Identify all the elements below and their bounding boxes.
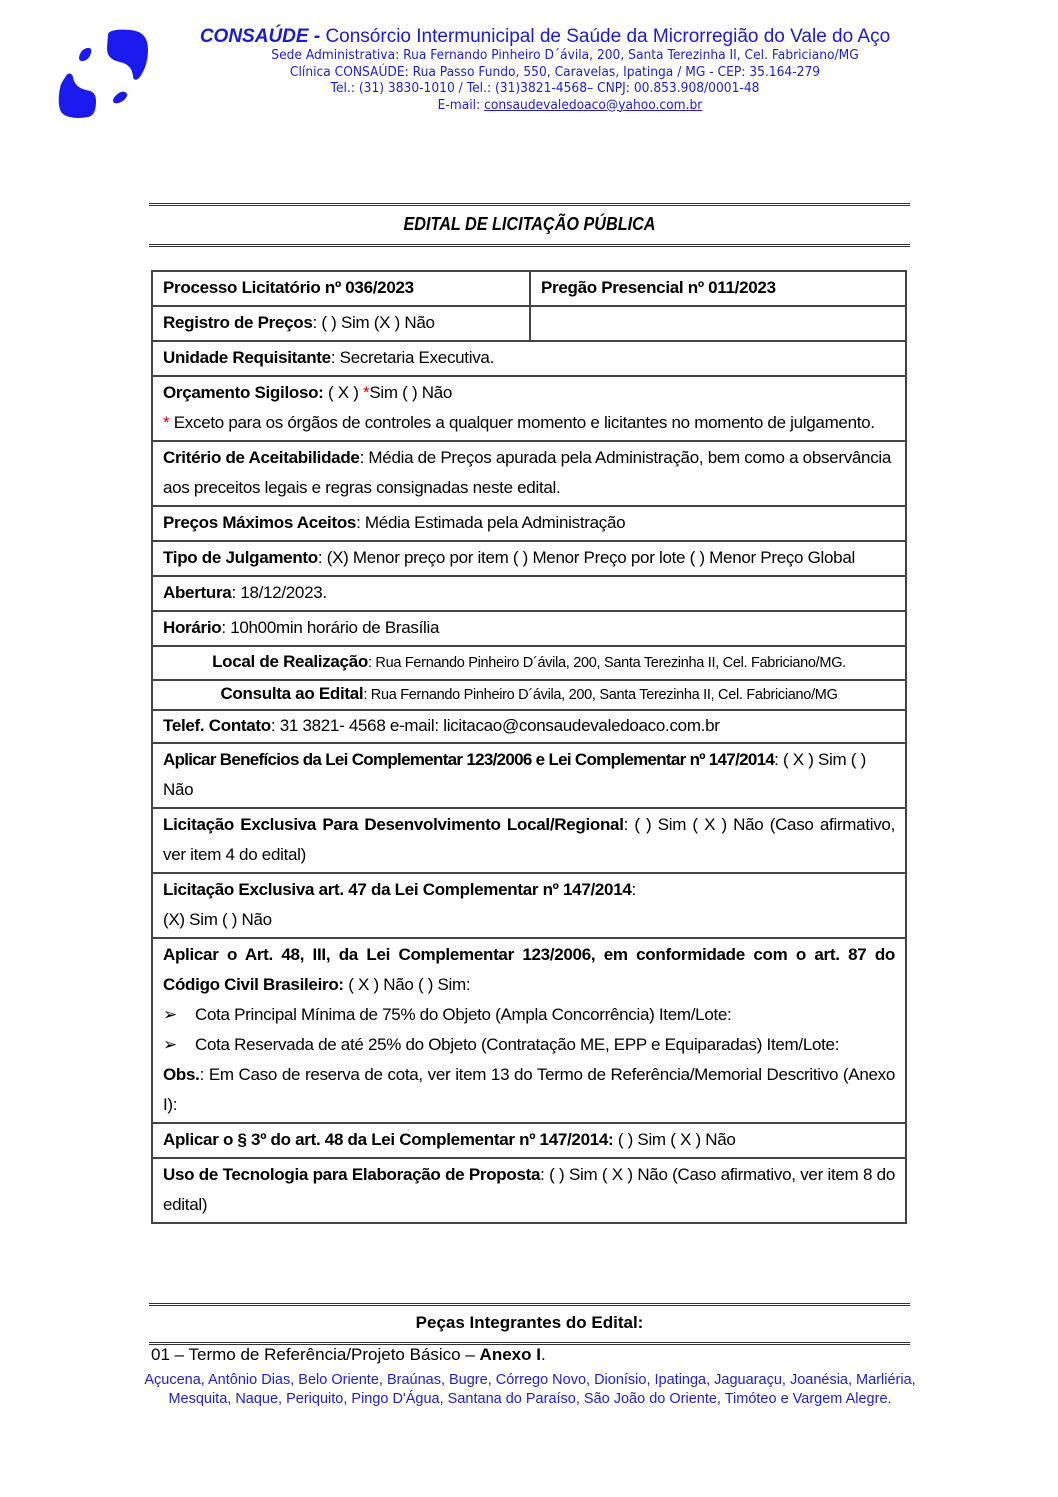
table-row (153, 307, 905, 342)
registro-label: Registro de Preços (163, 313, 313, 332)
member-municipalities-footer (60, 1371, 1000, 1409)
table-row (153, 939, 905, 1124)
asterisk-marker: * (363, 383, 370, 402)
abertura-value: : 18/12/2023. (231, 583, 327, 602)
arrow-bullet-icon: ➢ (163, 1005, 177, 1024)
footer-line-1: Açucena, Antônio Dias, Belo Oriente, Braúnas, Bugre, Córrego Novo, Dionísio, Ipatinga, Jaguaraçu, Joanésia, Marliéria, (144, 1372, 916, 1388)
organization-title (150, 26, 940, 48)
table-row (153, 1124, 905, 1159)
precos-maximos-cell (153, 507, 905, 540)
telef-value: : 31 3821- 4568 e-mail: licitacao@consaudevaledoaco.com.br (270, 716, 720, 735)
email-link[interactable]: consaudevaledoaco@yahoo.com.br (484, 97, 703, 113)
local-value: : Rua Fernando Pinheiro D´ávila, 200, Santa Terezinha II, Cel. Fabriciano/MG. (367, 655, 846, 671)
phone-cnpj: Tel.: (31) 3830-1010 / Tel.: (31)3821-4568– CNPJ: 00.853.908/0001-48 (330, 81, 760, 96)
tipo-julgamento-cell (153, 542, 905, 575)
arrow-bullet-icon: ➢ (163, 1035, 177, 1054)
orcamento-value-b: Sim ( ) Não (369, 383, 453, 402)
exclusiva-47-colon: : (631, 880, 636, 899)
obs-label: Obs. (163, 1065, 200, 1084)
consulta-edital-cell (153, 681, 905, 709)
letterhead (0, 0, 1058, 140)
email-line (226, 98, 914, 115)
abertura-label: Abertura (163, 583, 232, 602)
edital-summary-table (151, 270, 907, 1224)
tecnologia-value: : ( ) Sim ( X ) Não (Caso afirmativo, ver item 8 do edital) (163, 1165, 895, 1214)
document-title: EDITAL DE LICITAÇÃO PÚBLICA (403, 214, 656, 234)
tecnologia-label: Uso de Tecnologia para Elaboração de Proposta (163, 1165, 541, 1184)
local-label: Local de Realização (212, 652, 368, 671)
footer-line-2: Mesquita, Naque, Periquito, Pingo D'Água, Santana do Paraíso, São João do Oriente, Timóteo e Vargem Alegre. (168, 1391, 892, 1407)
empty-cell (529, 307, 905, 340)
asterisk-marker: * (163, 413, 170, 432)
table-row (153, 874, 905, 939)
beneficios-cell (153, 744, 905, 807)
paragrafo3-value: ( ) Sim ( X ) Não (613, 1130, 736, 1149)
table-row (153, 542, 905, 577)
consulta-value: : Rua Fernando Pinheiro D´ávila, 200, Santa Terezinha II, Cel. Fabriciano/MG (363, 687, 838, 703)
art48-label: Aplicar o Art. 48, III, da Lei Complementar 123/2006, em conformidade com o art. 87 do Código Civil Brasileiro: (163, 945, 895, 994)
organization-full-name: Consórcio Intermunicipal de Saúde da Microrregião do Vale do Aço (320, 26, 891, 47)
bullet-item (163, 1030, 895, 1060)
clinic-address: Clínica CONSAÚDE: Rua Passo Fundo, 550, Caravelas, Ipatinga / MG - CEP: 35.164-279 (289, 64, 821, 80)
exclusiva-47-label: Licitação Exclusiva art. 47 da Lei Complementar nº 147/2014 (163, 880, 632, 899)
exclusiva-local-label: Licitação Exclusiva Para Desenvolvimento Local/Regional (163, 815, 624, 834)
orcamento-value-a: ( X ) (323, 383, 364, 402)
tipo-label: Tipo de Julgamento (163, 548, 318, 567)
paragrafo3-cell (153, 1124, 905, 1157)
exclusiva-local-cell (153, 809, 905, 872)
precos-label: Preços Máximos Aceitos (163, 513, 357, 532)
obs-value: : Em Caso de reserva de cota, ver item 13 do Termo de Referência/Memorial Descritivo (Anexo I): (163, 1065, 895, 1114)
table-row (153, 809, 905, 874)
tipo-value: : (X) Menor preço por item ( ) Menor Preço por lote ( ) Menor Preço Global (317, 548, 855, 567)
cota-reservada-text: Cota Reservada de até 25% do Objeto (Contratação ME, EPP e Equiparadas) Item/Lote: (195, 1035, 840, 1054)
table-row (153, 1159, 905, 1222)
precos-value: : Média Estimada pela Administração (356, 513, 626, 532)
beneficios-label: Aplicar Benefícios da Lei Complementar 123/2006 e Lei Complementar nº 147/2014 (163, 750, 775, 769)
unidade-value: : Secretaria Executiva. (330, 348, 494, 367)
beneficios-value: : ( X ) Sim ( ) Não (163, 750, 866, 799)
unidade-cell (153, 342, 905, 375)
email-label: E-mail: (437, 97, 485, 113)
table-row (153, 272, 905, 307)
criterio-value: : Média de Preços apurada pela Administração, bem como a observância aos preceitos legais e regras consignadas neste edital. (163, 448, 892, 497)
horario-cell (153, 612, 905, 645)
processo-cell: Processo Licitatório nº 036/2023 (163, 278, 414, 297)
exclusiva-art47-cell (153, 874, 905, 937)
bullet-item (163, 1000, 895, 1030)
table-row (153, 507, 905, 542)
table-row (153, 647, 905, 681)
table-row (153, 711, 905, 744)
orcamento-cell (153, 377, 905, 440)
table-row (153, 442, 905, 507)
local-realizacao-cell (153, 647, 905, 679)
pecas-integrantes-title: Peças Integrantes do Edital: (415, 1313, 644, 1332)
pregao-cell: Pregão Presencial nº 011/2023 (529, 272, 905, 305)
table-row (153, 342, 905, 377)
telefone-contato-cell (153, 711, 905, 742)
table-row (153, 612, 905, 647)
exclusiva-local-value: : ( ) Sim ( X ) Não (Caso afirmativo, ver item 4 do edital) (163, 815, 895, 864)
document-title-band (149, 203, 910, 247)
registro-precos-cell (153, 307, 529, 340)
consaude-logo-icon (48, 28, 153, 123)
orcamento-note: Exceto para os órgãos de controles a qualquer momento e licitantes no momento de julgamento. (169, 413, 875, 432)
table-row (153, 681, 905, 711)
pecas-integrantes-band (149, 1303, 910, 1345)
table-row (153, 377, 905, 442)
consulta-label: Consulta ao Edital (220, 684, 364, 703)
telef-label: Telef. Contato (163, 716, 271, 735)
exclusiva-47-value: (X) Sim ( ) Não (163, 910, 272, 929)
registro-value: : ( ) Sim (X ) Não (312, 313, 435, 332)
tecnologia-cell (153, 1159, 905, 1222)
anexo-label: Anexo I (479, 1345, 541, 1364)
anexo-list-item (151, 1342, 546, 1368)
table-row (153, 744, 905, 809)
paragrafo3-label: Aplicar o § 3º do art. 48 da Lei Complementar nº 147/2014: (163, 1130, 614, 1149)
horario-label: Horário (163, 618, 222, 637)
headquarters-address: Sede Administrativa: Rua Fernando Pinheiro D´ávila, 200, Santa Terezinha II, Cel. Fabriciano/MG (271, 48, 859, 63)
anexo-prefix: 01 – Termo de Referência/Projeto Básico – (151, 1345, 480, 1364)
art48-value: ( X ) Não ( ) Sim: (343, 975, 471, 994)
brand-name: CONSAÚDE - (199, 26, 321, 47)
art48-cell (153, 939, 905, 1122)
horario-value: : 10h00min horário de Brasília (221, 618, 440, 637)
unidade-label: Unidade Requisitante (163, 348, 331, 367)
table-row (153, 577, 905, 612)
abertura-cell (153, 577, 905, 610)
anexo-suffix: . (540, 1345, 546, 1364)
cota-principal-text: Cota Principal Mínima de 75% do Objeto (Ampla Concorrência) Item/Lote: (195, 1005, 732, 1024)
orcamento-label: Orçamento Sigiloso: (163, 383, 324, 402)
criterio-label: Critério de Aceitabilidade (163, 448, 360, 467)
letterhead-text (150, 26, 940, 114)
criterio-cell (153, 442, 905, 505)
